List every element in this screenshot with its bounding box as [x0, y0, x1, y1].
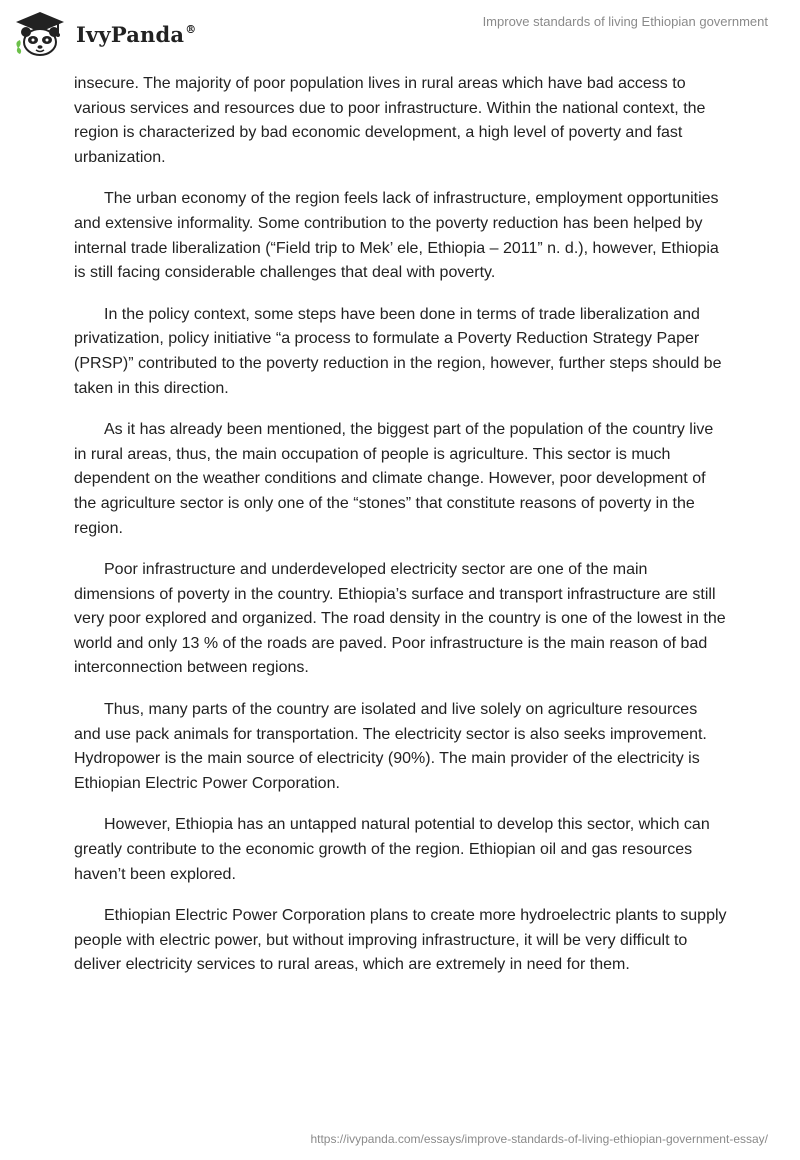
document-title: Improve standards of living Ethiopian government	[482, 14, 768, 29]
brand-name: IvyPanda®	[76, 21, 197, 47]
paragraph: Poor infrastructure and underdeveloped electricity sector are one of the main dimensions of poverty in the country. Ethiopia’s surface and transport infrastructure are still very poor explored and organized. The road density in the country is one of the lowest in the world and only 13 % of the roads are paved. Poor infrastructure is the main reason of bad interconnection between regions.	[74, 561, 726, 677]
paragraph: Thus, many parts of the country are isolated and live solely on agriculture resources and use pack animals for transportation. The electricity sector is also seeks improvement. Hydropower is the main source of electricity (90%). The main provider of the electricity is Ethiopian Electric Power Corporation.	[74, 701, 707, 792]
panda-graduation-cap-icon	[14, 10, 66, 58]
paragraph: As it has already been mentioned, the biggest part of the population of the country live in rural areas, thus, the main occupation of people is agriculture. This sector is much dependent on the weather conditions and climate change. However, poor development of the agriculture sector is only one of the “stones” that constitute reasons of poverty in the region.	[74, 421, 714, 537]
source-url[interactable]: https://ivypanda.com/essays/improve-standards-of-living-ethiopian-government-essay/	[310, 1132, 768, 1146]
registered-mark: ®	[185, 22, 197, 36]
page-header	[0, 0, 800, 70]
paragraph: In the policy context, some steps have been done in terms of trade liberalization and privatization, policy initiative “a process to formulate a Poverty Reduction Strategy Paper (PRSP)” contributed to the poverty reduction in the region, however, further steps should be taken in this direction.	[74, 305, 722, 397]
essay-body	[74, 72, 728, 995]
ivypanda-logo[interactable]	[14, 10, 196, 58]
paragraph: The urban economy of the region feels lack of infrastructure, employment opportunities and extensive informality. Some contribution to the poverty reduction has been helped by internal trade liberalization (“Field trip to Mek’ ele, Ethiopia – 2011” n. d.), however, Ethiopia is still facing considerable challenges that deal with poverty.	[74, 190, 719, 282]
paragraph: Ethiopian Electric Power Corporation plans to create more hydroelectric plants to supply people with electric power, but without improving infrastructure, it will be very difficult to deliver electricity services to rural areas, which are extremely in need for them.	[74, 907, 727, 974]
paragraph: insecure. The majority of poor population lives in rural areas which have bad access to various services and resources due to poor infrastructure. Within the national context, the region is characterized by bad economic development, a high level of poverty and fast urbanization.	[74, 75, 706, 166]
paragraph: However, Ethiopia has an untapped natural potential to develop this sector, which can greatly contribute to the economic growth of the region. Ethiopian oil and gas resources haven’t been explored.	[74, 816, 710, 883]
